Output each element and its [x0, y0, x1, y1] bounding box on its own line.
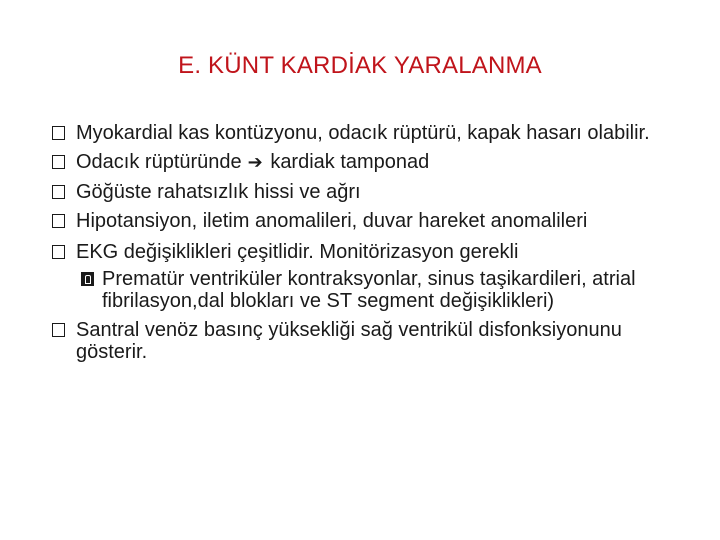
- checkbox-bullet-icon: [52, 323, 65, 337]
- bullet-text: kardiak tamponad: [270, 151, 430, 173]
- checkbox-bullet-icon: [52, 155, 65, 169]
- bullet-item: [52, 181, 672, 203]
- bullet-item: [52, 122, 672, 144]
- bullet-item: [52, 241, 672, 263]
- sub-bullet-text: Prematür ventriküler kontraksyonlar, sinus taşikardileri, atrial fibrilasyon,dal blokları ve ST segment değişiklikleri): [102, 268, 636, 312]
- sub-bullet-icon: [81, 272, 94, 286]
- bullet-item: [52, 210, 672, 232]
- sub-bullet-item: [52, 268, 672, 312]
- arrow-right-icon: ➔: [247, 152, 263, 173]
- bullet-item: [52, 319, 672, 363]
- bullet-text: Myokardial kas kontüzyonu, odacık rüptürü, kapak hasarı olabilir.: [76, 122, 650, 144]
- checkbox-bullet-icon: [52, 126, 65, 140]
- bullet-item: [52, 151, 672, 174]
- checkbox-bullet-icon: [52, 214, 65, 228]
- slide-title: E. KÜNT KARDİAK YARALANMA: [178, 52, 542, 79]
- bullet-text: EKG değişiklikleri çeşitlidir. Monitörizasyon gerekli: [76, 241, 519, 263]
- bullet-text: Odacık rüptüründe: [76, 151, 242, 173]
- checkbox-bullet-icon: [52, 185, 65, 199]
- bullet-text: Santral venöz basınç yüksekliği sağ ventrikül disfonksiyonunu gösterir.: [76, 319, 622, 363]
- bullet-text: Göğüste rahatsızlık hissi ve ağrı: [76, 181, 361, 203]
- bullet-text: Hipotansiyon, iletim anomalileri, duvar hareket anomalileri: [76, 210, 588, 232]
- checkbox-bullet-icon: [52, 245, 65, 259]
- bullet-list: [52, 122, 672, 372]
